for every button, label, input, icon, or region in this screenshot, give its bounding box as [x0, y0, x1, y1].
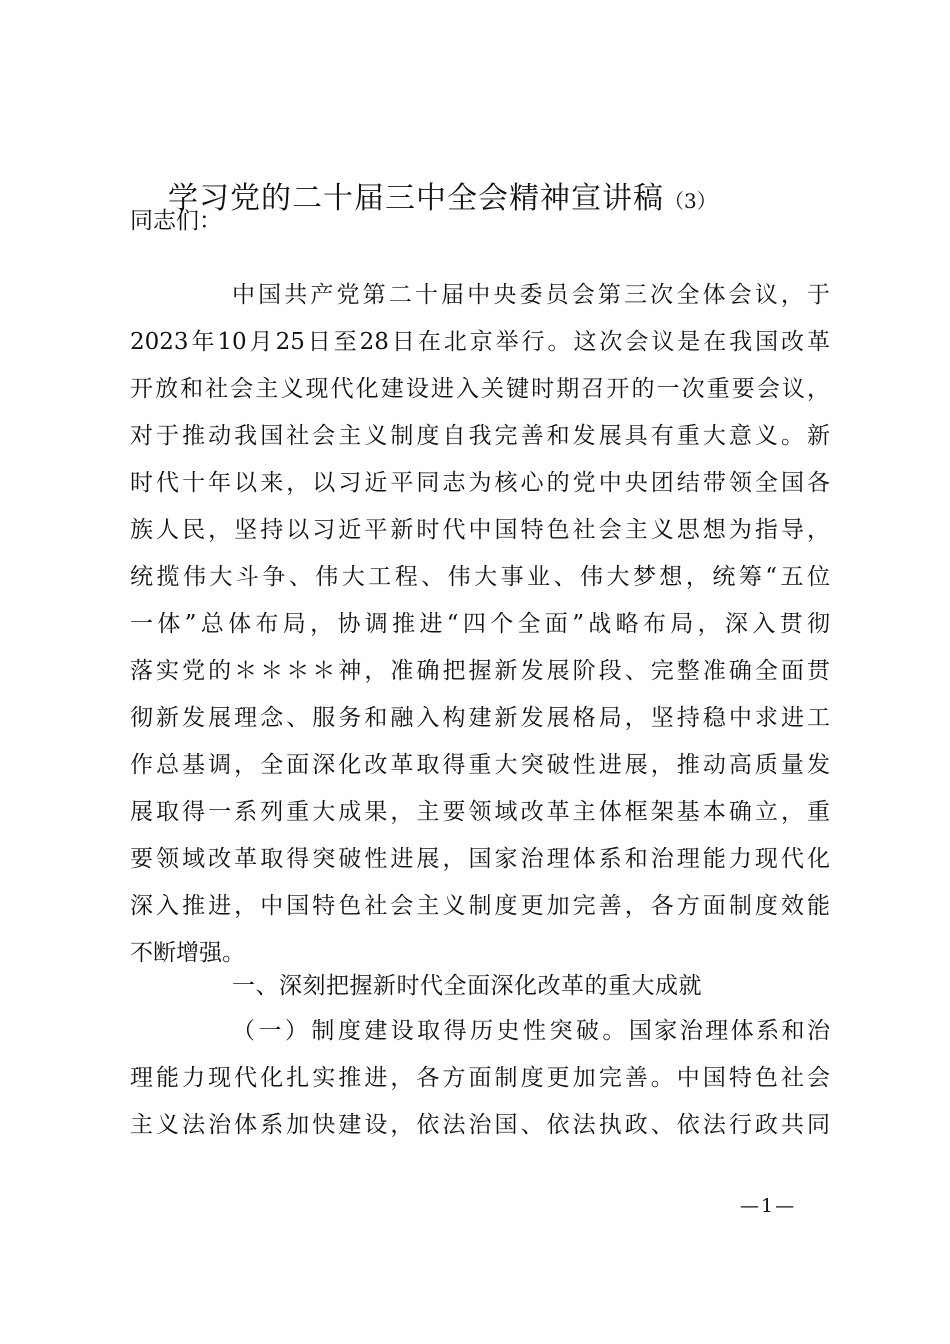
- paragraph-line: 一体”总体布局，协调推进“四个全面”战略布局，深入贯彻: [130, 611, 830, 637]
- paragraph-line: 2023年10月25日至28日在北京举行。这次会议是在我国改革: [130, 329, 830, 355]
- section-heading: 一、深刻把握新时代全面深化改革的重大成就: [232, 973, 702, 999]
- paragraph-line: 统揽伟大斗争、伟大工程、伟大事业、伟大梦想，统筹“五位: [130, 564, 830, 590]
- paragraph-line: 作总基调，全面深化改革取得重大突破性进展，推动高质量发: [130, 752, 830, 778]
- paragraph-line: 要领域改革取得突破性进展，国家治理体系和治理能力现代化: [130, 846, 830, 872]
- paragraph-line: 展取得一系列重大成果，主要领域改革主体框架基本确立，重: [130, 799, 830, 825]
- subsection-heading: （一）制度建设取得历史性突破。: [232, 1018, 629, 1044]
- paragraph-line: 理能力现代化扎实推进，各方面制度更加完善。中国特色社会: [130, 1065, 830, 1091]
- page-number: —1—: [740, 1195, 797, 1217]
- title-main: 学习党的二十届三中全会精神宣讲稿: [168, 181, 664, 216]
- paragraph-line: 中国共产党第二十届中央委员会第三次全体会议，于: [232, 282, 830, 308]
- paragraph-line: 对于推动我国社会主义制度自我完善和发展具有重大意义。新: [130, 423, 830, 449]
- paragraph-line: 时代十年以来，以习近平同志为核心的党中央团结带领全国各: [130, 470, 830, 496]
- paragraph-line: 深入推进，中国特色社会主义制度更加完善，各方面制度效能: [130, 893, 830, 919]
- document-title: [168, 178, 717, 222]
- paragraph-line: 落实党的＊＊＊＊神，准确把握新发展阶段、完整准确全面贯: [130, 658, 830, 684]
- subsection-text: 国家治理体系和治: [628, 1018, 831, 1044]
- title-suffix: （3）: [664, 189, 717, 213]
- paragraph-line: 彻新发展理念、服务和融入构建新发展格局，坚持稳中求进工: [130, 705, 830, 731]
- paragraph-line: 不断增强。: [130, 940, 245, 966]
- salutation: 同志们：: [130, 208, 222, 234]
- paragraph-line: 族人民，坚持以习近平新时代中国特色社会主义思想为指导，: [130, 517, 830, 543]
- subsection-first-line: [232, 1016, 830, 1046]
- paragraph-line: 开放和社会主义现代化建设进入关键时期召开的一次重要会议，: [130, 376, 830, 402]
- paragraph-line: 主义法治体系加快建设，依法治国、依法执政、依法行政共同: [130, 1112, 830, 1138]
